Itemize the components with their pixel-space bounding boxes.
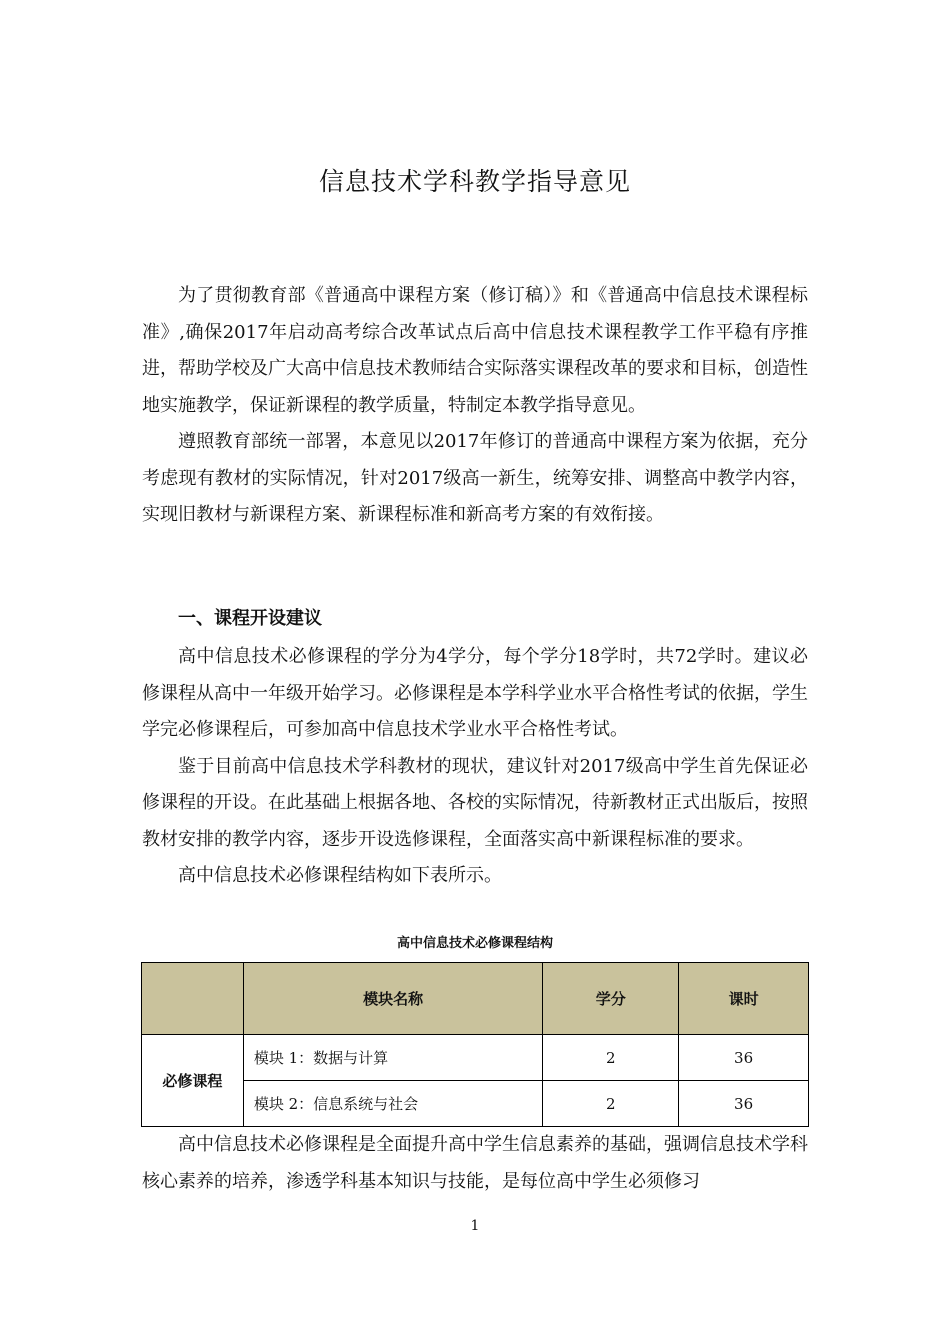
- hours-cell: 36: [679, 1081, 809, 1127]
- section-paragraph: 鉴于目前高中信息技术学科教材的现状，建议针对2017级高中学生首先保证必修课程的开设。在此基础上根据各地、各校的实际情况，待新教材正式出版后，按照教材安排的教学内容，逐步开设选修课程，全面落实高中新课程标准的要求。: [142, 755, 808, 850]
- page-title: 信息技术学科教学指导意见: [318, 167, 631, 196]
- credits-cell: 2: [543, 1081, 679, 1127]
- module-cell: 模块 1：数据与计算: [243, 1035, 543, 1081]
- section-paragraph: 高中信息技术必修课程结构如下表所示。: [178, 865, 502, 886]
- table-caption: 高中信息技术必修课程结构: [396, 936, 553, 951]
- header-hours: 课时: [679, 963, 809, 1035]
- intro-text: [142, 278, 808, 534]
- intro-paragraph: 遵照教育部统一部署，本意见以2017年修订的普通高中课程方案为依据，充分考虑现有教材的实际情况，针对2017级高一新生，统筹安排、调整高中教学内容，实现旧教材与新课程方案、新课程标准和新高考方案的有效衔接。: [142, 431, 808, 525]
- module-cell: 模块 2：信息系统与社会: [243, 1081, 543, 1127]
- section-heading: 一、课程开设建议: [178, 608, 322, 629]
- credits-cell: 2: [543, 1035, 679, 1081]
- section-text: [142, 639, 808, 895]
- table-row: [142, 1035, 809, 1081]
- after-table-text: [142, 1127, 808, 1200]
- hours-cell: 36: [679, 1035, 809, 1081]
- section-paragraph: 高中信息技术必修课程的学分为4学分，每个学分18学时，共72学时。建议必修课程从高中一年级开始学习。必修课程是本学科学业水平合格性考试的依据，学生学完必修课程后，可参加高中信息技术学业水平合格性考试。: [142, 646, 808, 740]
- table-header-row: [142, 963, 809, 1035]
- header-credits: 学分: [543, 963, 679, 1035]
- category-cell: 必修课程: [142, 1035, 244, 1127]
- header-module-name: 模块名称: [243, 963, 543, 1035]
- course-structure-table: [141, 962, 809, 1127]
- header-category: [142, 963, 244, 1035]
- intro-paragraph: 为了贯彻教育部《普通高中课程方案（修订稿）》和《普通高中信息技术课程标准》,确保2017年启动高考综合改革试点后高中信息技术课程教学工作平稳有序推进，帮助学校及广大高中信息技术教师结合实际落实课程改革的要求和目标，创造性地实施教学，保证新课程的教学质量，特制定本教学指导意见。: [142, 285, 808, 416]
- page-number: 1: [470, 1218, 480, 1234]
- after-table-paragraph: 高中信息技术必修课程是全面提升高中学生信息素养的基础，强调信息技术学科核心素养的培养，渗透学科基本知识与技能，是每位高中学生必须修习: [142, 1134, 808, 1192]
